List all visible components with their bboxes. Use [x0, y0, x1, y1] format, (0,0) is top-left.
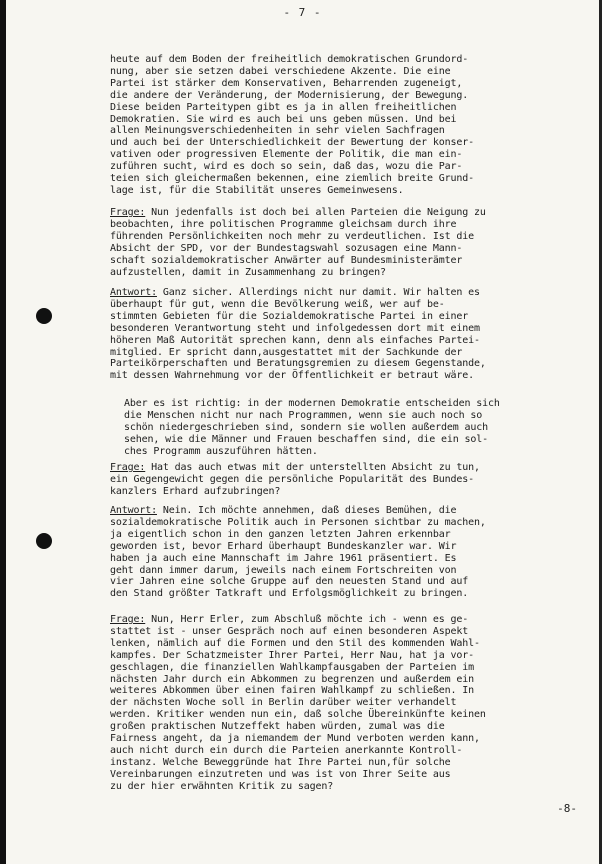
text-line: ja eigentlich schon in den ganzen letzten Jahren erkennbar [110, 528, 451, 540]
text-line: Nun, Herr Erler, zum Abschluß möchte ich - wenn es ge- [151, 614, 469, 625]
punch-hole-top [36, 308, 52, 324]
paragraph-question-2 [110, 462, 580, 498]
text-line: den Stand größter Tatkraft und Erfolgsmöglichkeit zu bringen. [110, 588, 469, 600]
text-line: mitglied. Er spricht dann,ausgestattet mit der Sachkunde der [110, 346, 463, 358]
text-line: zu der hier erwähnten Kritik zu sagen? [110, 780, 334, 792]
paragraph-answer-2 [110, 505, 580, 600]
text-line: schön niedergeschrieben sind, sondern sie wollen außerdem auch [124, 421, 488, 433]
text-line: mit dessen Wahrnehmung vor der Öffentlichkeit er betraut wäre. [110, 370, 474, 382]
speaker-label: Antwort: [110, 287, 157, 298]
text-line: Ganz sicher. Allerdings nicht nur damit. Wir halten es [162, 287, 480, 298]
text-line: Nein. Ich möchte annehmen, daß dieses Bemühen, die [162, 505, 457, 516]
speaker-label: Frage: [110, 462, 146, 473]
text-line: lage ist, für die Stabilität unseres Gemeinwesens. [110, 184, 404, 196]
text-line: stattet ist - unser Gespräch noch auf einen besonderen Aspekt [110, 625, 469, 637]
text-line: werden. Kritiker wenden nun ein, daß solche Übereinkünfte keinen [110, 709, 486, 721]
text-line: Demokratien. Sie wird es auch bei uns geben müssen. Und bei [110, 113, 457, 125]
page-number: - 7 - [283, 6, 322, 19]
text-line: lenken, nämlich auf die Formen und den Stil des kommenden Wahl- [110, 637, 480, 649]
text-line: sehen, wie die Männer und Frauen beschaffen sind, die ein sol- [124, 433, 488, 445]
text-line: Hat das auch etwas mit der unterstellten Absicht zu tun, [151, 462, 480, 473]
speaker-label: Frage: [110, 614, 146, 625]
text-line: vier Jahren eine solche Gruppe auf den neuesten Stand und auf [110, 576, 469, 588]
text-line: sozialdemokratische Politik auch in Personen sichtbar zu machen, [110, 516, 486, 528]
text-line: die andere der Veränderung, der Modernisierung, der Bewegung. [110, 89, 469, 101]
text-line: instanz. Welche Beweggründe hat Ihre Partei nun,für solche [110, 756, 451, 768]
text-line: kampfes. Der Schatzmeister Ihrer Partei, Herr Nau, hat ja vor- [110, 649, 474, 661]
text-line: vativen oder progressiven Elemente der Politik, die man ein- [110, 149, 463, 161]
text-line: kanzlers Erhard aufzubringen? [110, 485, 281, 497]
text-line: teien sich gleichermaßen bekennen, eine ziemlich breite Grund- [110, 173, 474, 185]
text-line: der nächsten Woche soll in Berlin darüber weiter verhandelt [110, 697, 457, 709]
text-line: und auch bei der Unterschiedlichkeit der Bewertung der konser- [110, 137, 474, 149]
text-line: Absicht der SPD, vor der Bundestagswahl sozusagen eine Mann- [110, 242, 463, 254]
text-line: Nun jedenfalls ist doch bei allen Parteien die Neigung zu [151, 207, 486, 218]
paragraph-question-3 [110, 614, 580, 793]
text-line: Aber es ist richtig: in der modernen Demokratie entscheiden sich [124, 398, 500, 409]
text-line: geht dann immer darum, jeweils nach einem Fortschreiten von [110, 564, 457, 576]
text-line: auch nicht durch ein durch die Parteien anerkannte Kontroll- [110, 744, 463, 756]
speaker-label: Antwort: [110, 505, 157, 516]
speaker-label: Frage: [110, 207, 146, 218]
text-line: nung, aber sie setzen dabei verschiedene Akzente. Die eine [110, 65, 451, 77]
text-line: schaft sozialdemokratischer Anwärter auf Bundesministerämter [110, 254, 463, 266]
text-line: großen praktischen Nutzeffekt haben würden, zumal was die [110, 721, 445, 733]
paragraph-intro [110, 54, 580, 197]
text-line: heute auf dem Boden der freiheitlich demokratischen Grundord- [110, 54, 469, 65]
text-line: nächsten Jahr durch ein Abkommen zu begrenzen und außerdem ein [110, 673, 474, 685]
text-line: stimmten Gebieten für die Sozialdemokratische Partei in einer [110, 310, 469, 322]
paragraph-question-1 [110, 207, 580, 278]
text-line: zuführen sucht, wird es doch so sein, daß das, wozu die Par- [110, 161, 463, 173]
paragraph-answer-1-continued [124, 398, 594, 458]
text-line: überhaupt für gut, wenn die Bevölkerung weiß, wer auf be- [110, 298, 445, 310]
text-line: Partei ist stärker dem Konservativen, Beharrenden zugeneigt, [110, 77, 463, 89]
text-line: geschlagen, die finanziellen Wahlkampfausgaben der Parteien im [110, 661, 474, 673]
text-line: Parteikörperschaften und Beratungsgremien zu diesem Gegenstande, [110, 358, 486, 370]
text-line: höheren Maß Autorität sprechen kann, denn als einfaches Partei- [110, 334, 480, 346]
text-line: weiteres Abkommen über einen fairen Wahlkampf zu schließen. In [110, 685, 474, 697]
text-line: Vereinbarungen einzutreten und was ist von Ihrer Seite aus [110, 768, 451, 780]
text-line: ches Programm auszuführen hätten. [124, 445, 318, 457]
text-line: beobachten, ihre politischen Programme gleichsam durch ihre [110, 218, 457, 230]
text-line: haben ja auch eine Mannschaft im Jahre 1961 präsentiert. Es [110, 552, 457, 564]
text-line: Fairness angeht, da ja niemandem der Mund verboten werden kann, [110, 733, 480, 745]
text-line: Diese beiden Parteitypen gibt es ja in allen freiheitlichen [110, 101, 457, 113]
text-line: allen Meinungsverschiedenheiten in sehr vielen Sachfragen [110, 125, 445, 137]
text-line: geworden ist, bevor Erhard überhaupt Bundeskanzler war. Wir [110, 540, 457, 552]
text-line: die Menschen nicht nur nach Programmen, wenn sie auch noch so [124, 409, 483, 421]
text-line: besonderen Verantwortung steht und infolgedessen dort mit einem [110, 322, 480, 334]
next-page-marker: -8- [557, 802, 577, 815]
text-line: führenden Persönlichkeiten noch mehr zu verdeutlichen. Ist die [110, 230, 474, 242]
paragraph-answer-1 [110, 287, 580, 382]
text-line: ein Gegengewicht gegen die persönliche Popularität des Bundes- [110, 473, 474, 485]
punch-hole-bottom [36, 533, 52, 549]
text-line: aufzustellen, damit in Zusammenhang zu bringen? [110, 266, 386, 278]
